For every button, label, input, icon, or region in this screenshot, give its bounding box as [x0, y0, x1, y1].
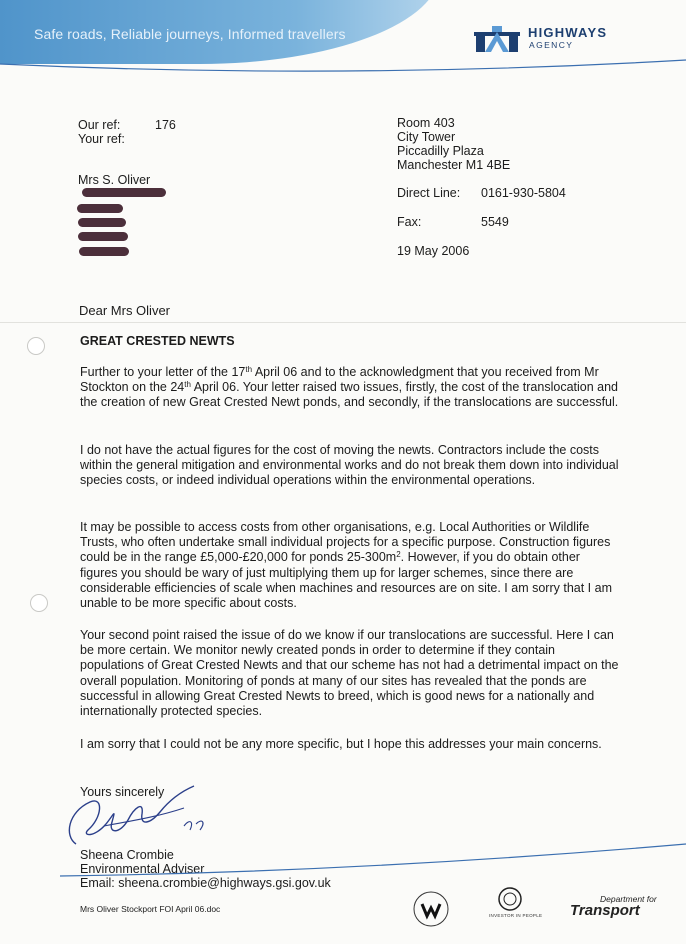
dft-logo-top: Department for — [600, 894, 657, 904]
recipient-name: Mrs S. Oliver — [78, 173, 151, 187]
punch-hole — [30, 594, 48, 612]
paragraph-2: I do not have the actual figures for the cost of moving the newts. Contractors include the costs within the general mitigation and environmental works and do not break them down into individual species costs, or indeed individual operations within the environmental operations. — [80, 443, 619, 488]
dft-logo-main: Transport — [570, 902, 640, 919]
address-line-3: Piccadilly Plaza — [397, 144, 484, 158]
redaction-mark — [79, 247, 129, 256]
footer-file-reference: Mrs Oliver Stockport FOI April 06.doc — [80, 904, 221, 914]
signer-title: Environmental Adviser — [80, 862, 205, 876]
direct-line-label: Direct Line: — [397, 186, 461, 200]
address-line-2: City Tower — [397, 130, 456, 144]
our-ref-value: 176 — [155, 118, 176, 132]
paragraph-4: Your second point raised the issue of do we know if our translocations are successful. Here I can be more certain. We monitor newly created ponds in order to determine if they contain populations of Great Crested Newts and that our scheme has not had a detrimental impact on the overall population. Monitoring of ponds at many of our sites has revealed that the ponds are successful in allowing Great Crested Newts to breed, which is good news for a nationally and internationally protected species. — [80, 628, 619, 719]
our-ref-label: Our ref: — [78, 118, 121, 132]
highways-agency-logo — [474, 24, 654, 54]
investor-in-people-icon — [497, 886, 523, 914]
email-link[interactable]: sheena.crombie@highways.gsi.gov.uk — [118, 876, 331, 890]
letter-date: 19 May 2006 — [397, 244, 470, 258]
redaction-mark — [78, 232, 128, 241]
header-tagline: Safe roads, Reliable journeys, Informed travellers — [34, 26, 346, 42]
logo-sub: AGENCY — [529, 40, 574, 50]
redaction-mark — [82, 188, 166, 197]
punch-hole — [27, 337, 45, 355]
logo-name: HIGHWAYS — [528, 25, 608, 40]
address-line-4: Manchester M1 4BE — [397, 158, 511, 172]
footer-swoosh-line — [0, 842, 686, 882]
paragraph-3: It may be possible to access costs from other organisations, e.g. Local Authorities or Wildlife Trusts, who often undertake small individual projects for a specific purpose. Construction figures could be in the range £5,000-£20,000 for ponds $25-300m^2$. However, if you do obtain other figures you should be wary of just multiplying them up for larger schemes, since there are considerable efficiencies of scale when machines and resources are on site. I am sorry that I am unable to be more specific about costs. — [80, 520, 612, 611]
closing: Yours sincerely — [80, 785, 165, 799]
header-swoosh-line — [0, 58, 686, 98]
your-ref-label: Your ref: — [78, 132, 125, 146]
disability-symbol-icon — [412, 890, 450, 928]
investor-in-people-text: INVESTOR IN PEOPLE — [489, 913, 543, 918]
paper-fold-line — [0, 322, 686, 323]
paragraph-1: Further to your letter of the 17th April 06 and to the acknowledgment that you received from Mr Stockton on the 24th April 06. Your letter raised two issues, firstly, the cost of the translocation and the creation of new Great Crested Newt ponds, and secondly, if the translocations are successful. — [80, 365, 619, 410]
signer-email: Email: sheena.crombie@highways.gsi.gov.uk — [80, 876, 331, 890]
letter-heading: GREAT CRESTED NEWTS — [80, 334, 235, 348]
redaction-mark — [78, 218, 126, 227]
signer-name: Sheena Crombie — [80, 848, 174, 862]
direct-line-value: 0161-930-5804 — [481, 186, 566, 200]
fax-value: 5549 — [481, 215, 509, 229]
redaction-mark — [77, 204, 123, 213]
salutation: Dear Mrs Oliver — [79, 303, 171, 318]
address-line-1: Room 403 — [397, 116, 455, 130]
highways-logo-icon — [474, 26, 520, 52]
fax-label: Fax: — [397, 215, 422, 229]
paragraph-5: I am sorry that I could not be any more specific, but I hope this addresses your main concerns. — [80, 737, 602, 751]
